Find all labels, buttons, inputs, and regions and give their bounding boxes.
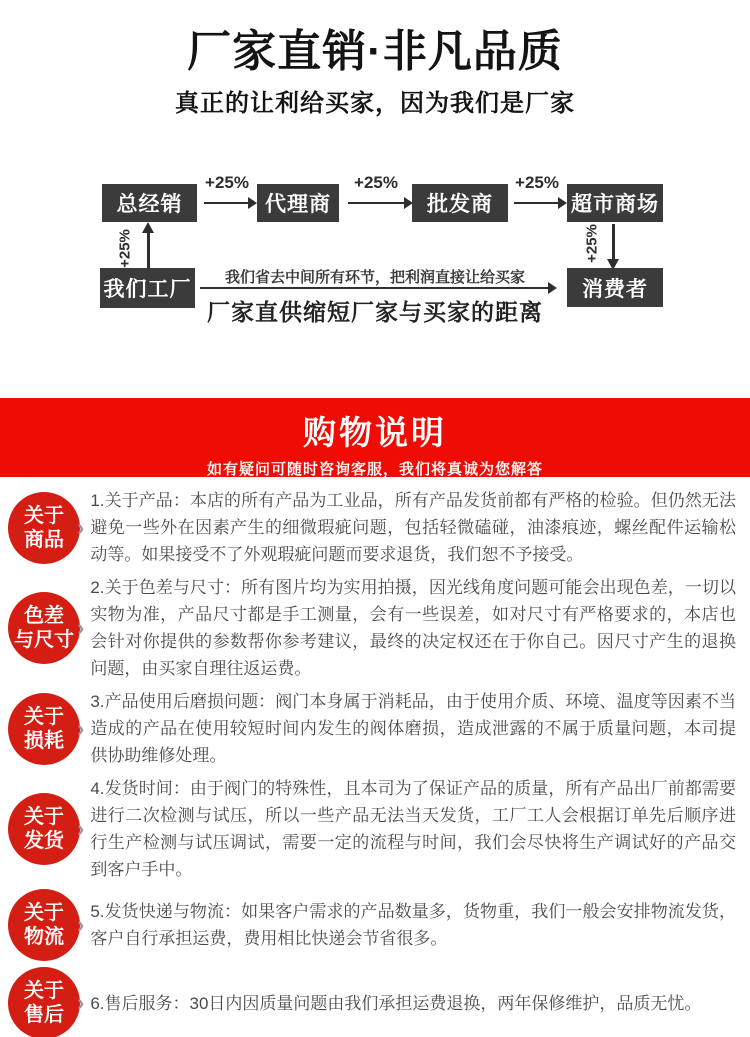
badge-label-line2: 损耗 [24, 729, 64, 752]
chevron-right-icon: › [77, 912, 85, 937]
note-row-shipping [0, 775, 750, 883]
note-row-after-sales [0, 967, 750, 1037]
note-text: 5.发货快递与物流：如果客户需求的产品数量多，货物重，我们一般会安排物流发货，客户自行承担运费，费用相比快递会节省很多。 [90, 902, 736, 948]
arrow-right-icon [348, 202, 404, 204]
note-badge [8, 967, 80, 1037]
badge-label-line2: 物流 [24, 926, 64, 948]
note-row-logistics [0, 889, 750, 961]
note-text: 3.产品使用后磨损问题：阀门本身属于消耗品，由于使用介质、环境、温度等因素不当造成的产品在使用较短时间内发生的阀体磨损，造成泄露的不属于质量问题，本司提供协助维修处理。 [90, 692, 736, 765]
chain-box-wholesaler: 批发商 [412, 184, 508, 222]
note-text: 4.发货时间：由于阀门的特殊性，且本司为了保证产品的质量，所有产品出厂前都需要进行二次检测与试压，所以一些产品无法当天发货，工厂工人会根据订单先后顺序进行生产检测与试压调试，需要一定的流程与时间，我们会尽快将生产调试好的产品交到客户手中。 [90, 779, 736, 879]
chevron-right-icon: › [77, 990, 85, 1015]
badge-label-line1: 关于 [24, 705, 64, 728]
chevron-right-icon: › [77, 715, 85, 741]
page-subtitle: 真正的让利给买家，因为我们是厂家 [175, 90, 575, 117]
note-badge [8, 592, 80, 664]
note-text: 1.关于产品：本店的所有产品为工业品，所有产品发货前都有严格的检验。但仍然无法避免一些外在因素产生的细微瑕疵问题，包括轻微磕碰，油漆痕迹，螺丝配件运输松动等。如果接受不了外观瑕疵问题而要求退货，我们恕不予接受。 [90, 491, 736, 564]
increment-label-vertical: +25% [583, 224, 601, 263]
banner-subtitle: 如有疑问可随时咨询客服，我们将真诚为您解答 [206, 461, 543, 478]
chain-box-supermarket: 超市商场 [567, 184, 663, 222]
long-arrow-right-icon [200, 287, 548, 289]
badge-label-line1: 色差 [24, 605, 64, 627]
badge-label-line1: 关于 [24, 980, 64, 1002]
badge-label-line2: 售后 [24, 1004, 64, 1026]
note-badge [8, 492, 80, 564]
badge-label-line1: 关于 [24, 806, 64, 828]
badge-label-line1: 关于 [24, 504, 64, 527]
note-badge [8, 693, 80, 765]
note-row-color-size [0, 574, 750, 682]
chevron-right-icon: › [77, 816, 85, 841]
note-text: 2.关于色差与尺寸：所有图片均为实用拍摄，因光线角度问题可能会出现色差，一切以实物为准，产品尺寸都是手工测量，会有一些误差，如对尺寸有严格要求的，本店也会针对你提供的参数帮你参考建议，最终的决定权还在于你自己。因尺寸产生的退换问题，由买家自理往返运费。 [90, 578, 736, 678]
arrow-up-icon [147, 232, 150, 268]
increment-label: +25% [205, 173, 249, 192]
chevron-right-icon: › [77, 514, 85, 540]
supply-caption: 我们省去中间所有环节，把利润直接让给买家 [224, 269, 525, 286]
shopping-instructions-banner [0, 398, 750, 477]
note-row-product [0, 487, 750, 568]
arrow-right-icon [514, 202, 558, 204]
increment-label: +25% [515, 173, 559, 192]
note-badge [8, 889, 80, 961]
factory-box: 我们工厂 [100, 268, 195, 308]
badge-label-line2: 商品 [24, 528, 64, 551]
badge-label-line1: 关于 [24, 902, 64, 924]
badge-label-line2: 发货 [24, 830, 64, 852]
note-text: 6.售后服务：30日内因质量问题由我们承担运费退换，两年保修维护，品质无忧。 [90, 993, 702, 1013]
arrow-right-icon [204, 202, 248, 204]
chain-box-agent: 代理商 [257, 184, 339, 222]
increment-label-vertical: +25% [116, 229, 134, 268]
consumer-box: 消费者 [567, 268, 663, 307]
page-title: 厂家直销·非凡品质 [187, 27, 563, 76]
supply-chain-diagram [0, 170, 750, 348]
chain-box-general-distributor: 总经销 [102, 184, 197, 222]
badge-label-line2: 与尺寸 [14, 629, 74, 651]
distance-caption: 厂家直供缩短厂家与买家的距离 [207, 299, 543, 325]
arrow-down-icon [612, 224, 615, 260]
chevron-right-icon: › [77, 615, 85, 640]
note-badge [8, 793, 80, 865]
header [0, 24, 750, 118]
notes-list [0, 487, 750, 1037]
note-row-wear [0, 688, 750, 769]
increment-label: +25% [354, 173, 398, 192]
banner-title: 购物说明 [303, 414, 447, 451]
